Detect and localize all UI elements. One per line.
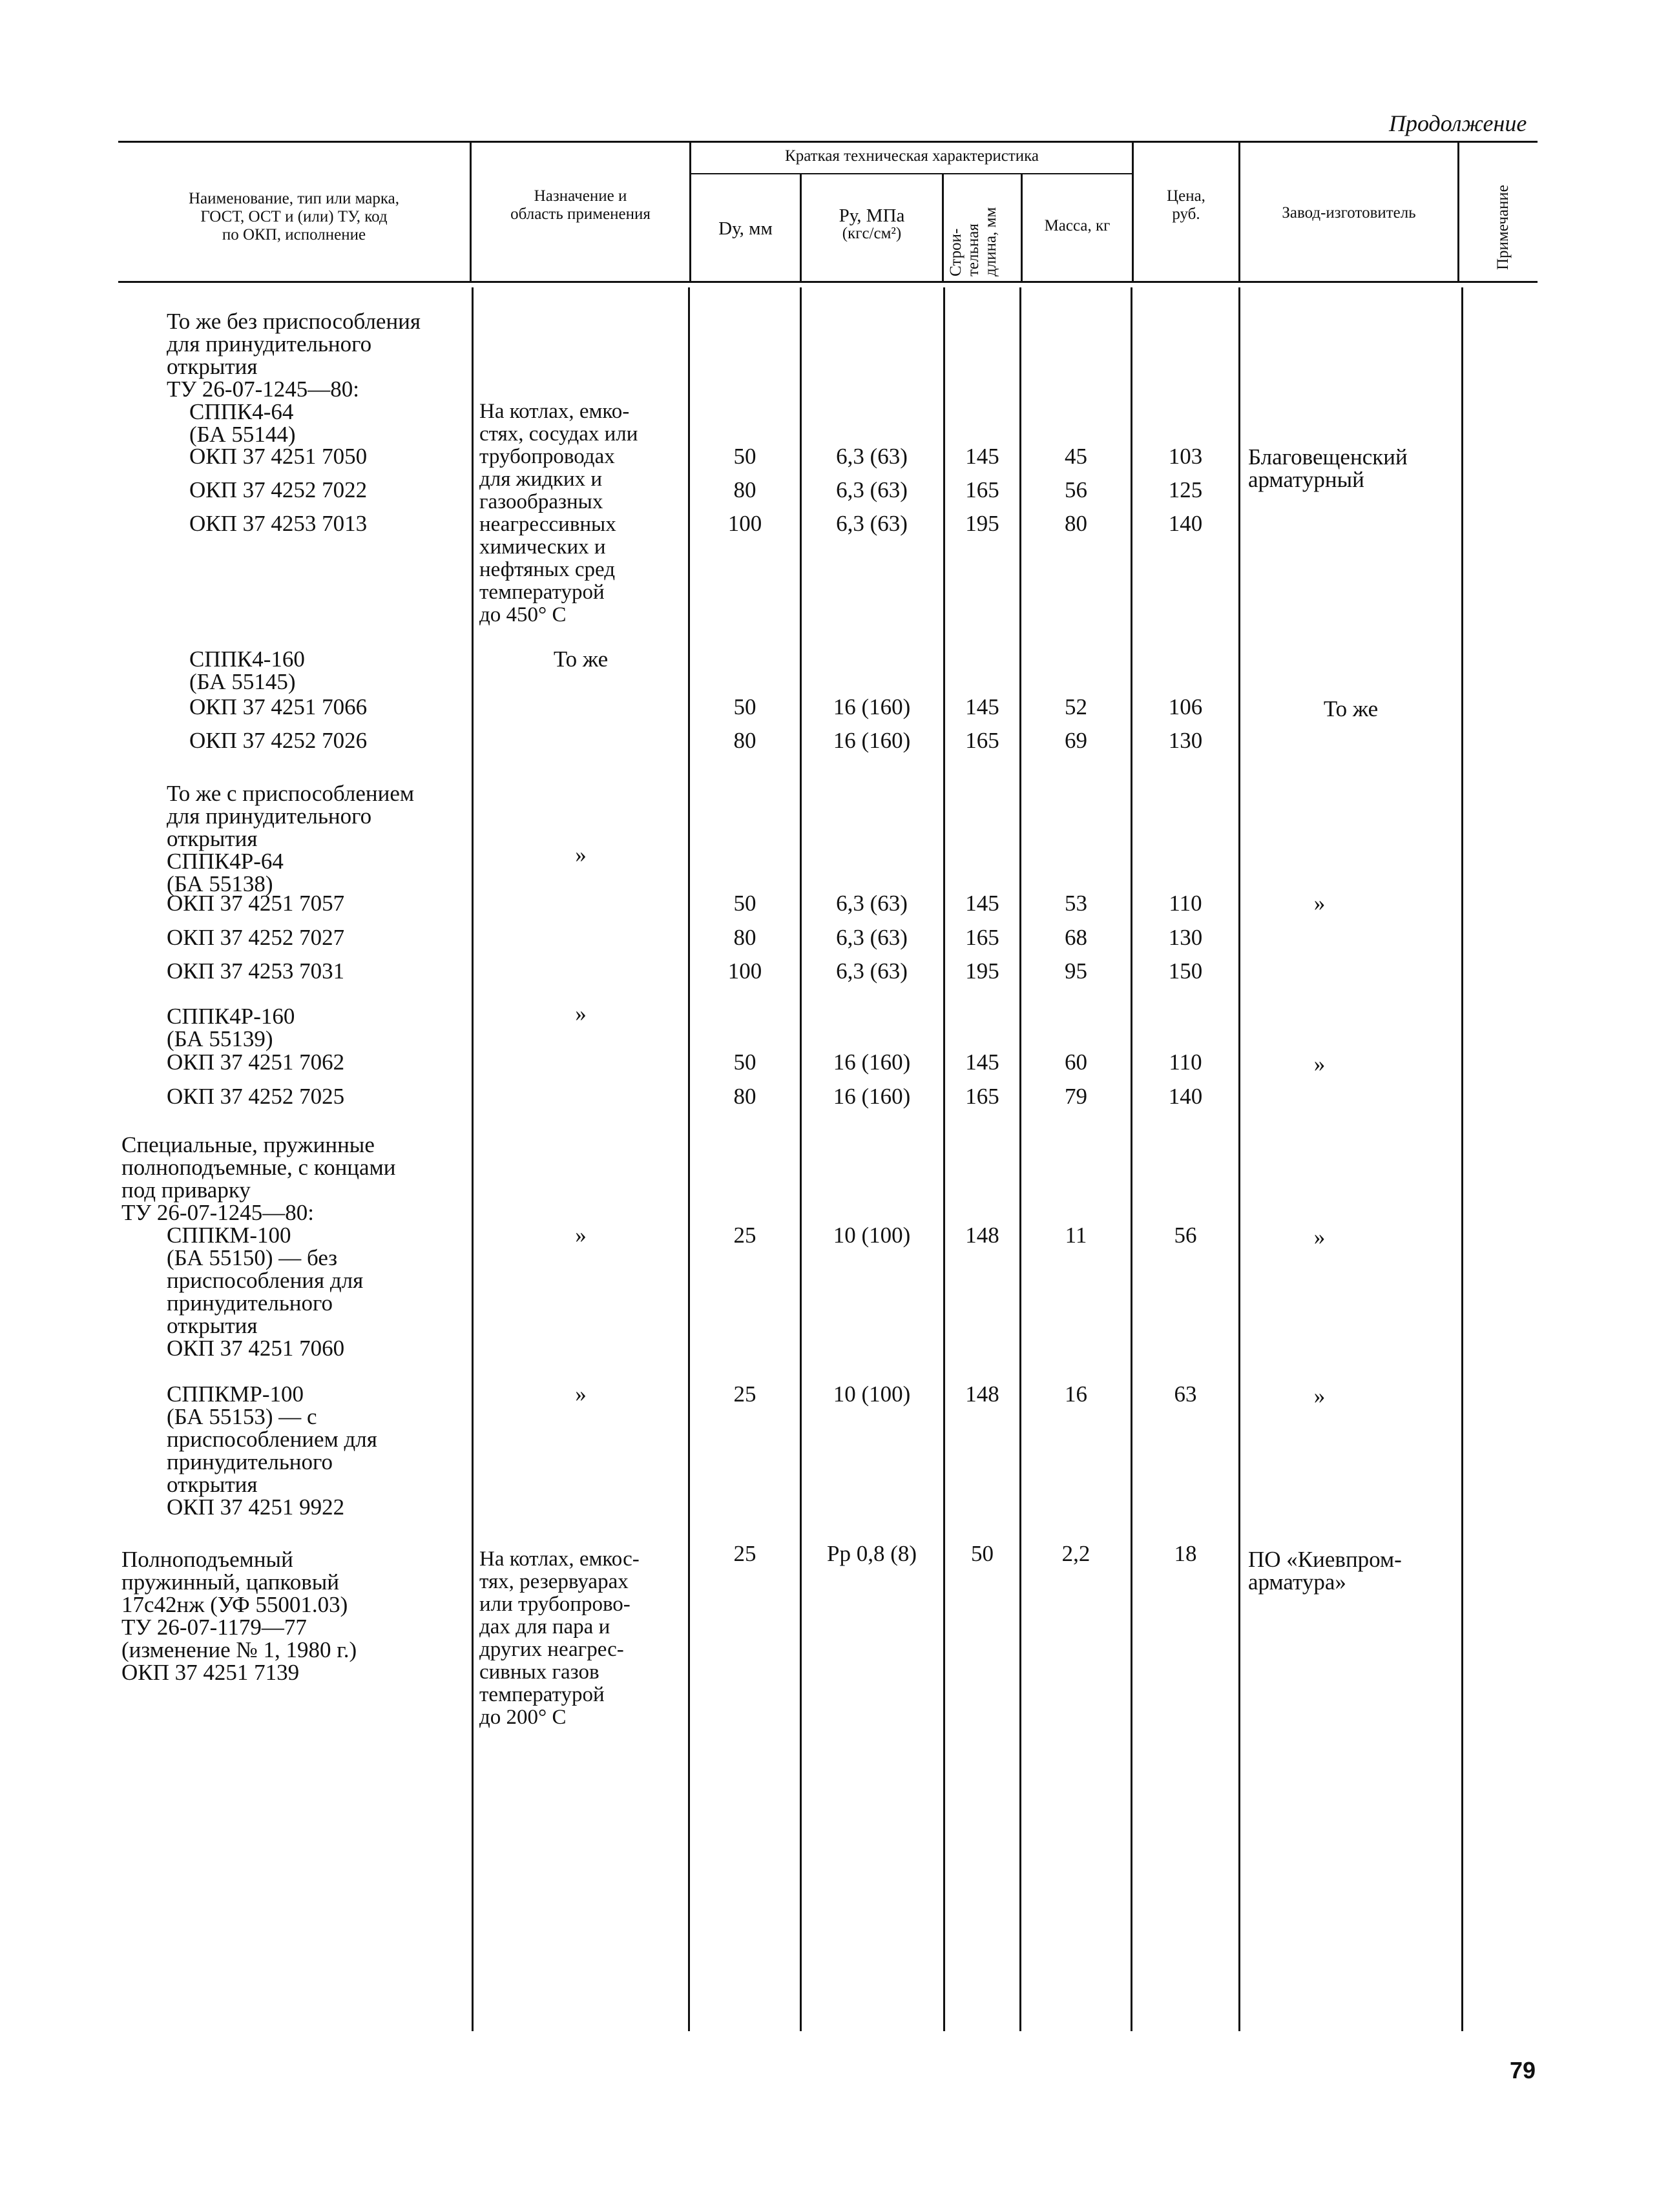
b7-name: Полноподъемный пружинный, цапковый 17с42нж (УФ 55001.03) ТУ 26-07-1179—77 (изменение № 1, 1980 г.) ОКП 37 4251 7139 <box>121 1547 357 1685</box>
b7-mass: 2,2 <box>1061 1541 1090 1566</box>
b6-py: 10 (100) <box>833 1381 911 1407</box>
b3-row2-len: 165 <box>965 925 999 950</box>
col-sep-purpose <box>472 287 474 2031</box>
b7-purpose: На котлах, емкос- тях, резервуарах или трубопрово- дах для пара и других неагрес- сивных газов температурой до 200° С <box>479 1547 640 1729</box>
header-tech: Краткая техническая характеристика <box>785 147 1039 165</box>
b6-code: ОКП 37 4251 9922 <box>167 1494 345 1520</box>
b4-row2-mass: 79 <box>1065 1084 1087 1109</box>
b4-row2-len: 165 <box>965 1084 999 1109</box>
b5-len: 148 <box>965 1223 999 1248</box>
b1-row2-code: ОКП 37 4252 7022 <box>189 477 368 502</box>
b3-maker: » <box>1313 891 1326 916</box>
b7-dy: 25 <box>733 1541 756 1566</box>
b6-len: 148 <box>965 1381 999 1407</box>
b7-len: 50 <box>971 1541 994 1566</box>
b2-row1-price: 106 <box>1168 694 1203 719</box>
b3-row2-dy: 80 <box>733 925 756 950</box>
b2-row2-mass: 69 <box>1065 728 1087 753</box>
col-sep-price <box>1131 287 1132 2031</box>
b1-maker: Благовещенский арматурный <box>1248 444 1408 492</box>
col-sep-py <box>800 287 802 2031</box>
header-length: Строи- тельная длина, мм <box>947 207 999 276</box>
b1-row1-len: 145 <box>965 444 999 469</box>
b1-model: СППК4-64 (БА 55144) <box>189 399 296 447</box>
header-purpose: Назначение и область применения <box>510 187 651 223</box>
b1-row2-len: 165 <box>965 477 999 502</box>
b1-row3-py: 6,3 (63) <box>836 511 908 536</box>
b6-price: 63 <box>1174 1381 1197 1407</box>
b2-row2-len: 165 <box>965 728 999 753</box>
b6-dy: 25 <box>733 1381 756 1407</box>
b5-py: 10 (100) <box>833 1223 911 1248</box>
col-sep-note <box>1461 287 1463 2031</box>
b1-row3-price: 140 <box>1168 511 1203 536</box>
b4-row1-py: 16 (160) <box>833 1049 911 1075</box>
b1-row2-py: 6,3 (63) <box>836 477 908 502</box>
b1-row3-code: ОКП 37 4253 7013 <box>189 511 368 536</box>
b1-row1-py: 6,3 (63) <box>836 444 908 469</box>
b4-row2-code: ОКП 37 4252 7025 <box>167 1084 345 1109</box>
b2-maker: То же <box>1323 696 1379 721</box>
b4-row1-price: 110 <box>1169 1049 1202 1075</box>
b4-row1-code: ОКП 37 4251 7062 <box>167 1049 345 1075</box>
b3-purpose: » <box>575 842 587 867</box>
b1-row1-dy: 50 <box>733 444 756 469</box>
b2-row2-py: 16 (160) <box>833 728 911 753</box>
b3-row3-code: ОКП 37 4253 7031 <box>167 958 345 984</box>
b4-row2-py: 16 (160) <box>833 1084 911 1109</box>
b2-row2-price: 130 <box>1168 728 1203 753</box>
header-name: Наименование, тип или марка, ГОСТ, ОСТ и (или) ТУ, код по ОКП, исполнение <box>188 190 400 243</box>
b1-name: То же без приспособления для принудительного открытия ТУ 26-07-1245—80: <box>167 309 421 402</box>
b5-mass: 11 <box>1065 1223 1087 1248</box>
b3-row1-py: 6,3 (63) <box>836 891 908 916</box>
b1-row1-mass: 45 <box>1065 444 1087 469</box>
b5-purpose: » <box>575 1223 587 1248</box>
b2-row1-py: 16 (160) <box>833 694 911 719</box>
b3-row1-price: 110 <box>1169 891 1202 916</box>
col-sep-mass <box>1019 287 1021 2031</box>
b3-row1-mass: 53 <box>1065 891 1087 916</box>
b1-row2-dy: 80 <box>733 477 756 502</box>
b3-row2-code: ОКП 37 4252 7027 <box>167 925 345 950</box>
b5-code: ОКП 37 4251 7060 <box>167 1336 345 1361</box>
b2-row1-mass: 52 <box>1065 694 1087 719</box>
b2-row1-len: 145 <box>965 694 999 719</box>
b3-row3-price: 150 <box>1168 958 1203 984</box>
b3-row2-py: 6,3 (63) <box>836 925 908 950</box>
page-number: 79 <box>1510 2057 1536 2083</box>
b3-name: То же с приспособлением для принудительного открытия СППК4Р-64 (БА 55138) <box>167 781 415 896</box>
header-mass: Масса, кг <box>1044 217 1111 234</box>
col-sep-len-header <box>942 173 944 281</box>
header-py: Pу, МПа (кгс/см²) <box>839 205 905 242</box>
b5-name: Специальные, пружинные полноподъемные, с концами под приварку ТУ 26-07-1245—80: <box>121 1132 396 1225</box>
b2-model: СППК4-160 (БА 55145) <box>189 646 305 694</box>
b2-row2-dy: 80 <box>733 728 756 753</box>
b1-row3-len: 195 <box>965 511 999 536</box>
b4-row1-dy: 50 <box>733 1049 756 1075</box>
continuation-label: Продолжение <box>1389 110 1527 136</box>
b1-row3-dy: 100 <box>727 511 762 536</box>
b6-purpose: » <box>575 1381 587 1407</box>
b4-name: СППК4Р-160 (БА 55139) <box>167 1004 295 1051</box>
b1-purpose: На котлах, емко- стях, сосудах или трубопроводах для жидких и газообразных неагрессивных химических и нефтяных сред температурой до 450° С <box>479 400 638 626</box>
b2-row1-dy: 50 <box>733 694 756 719</box>
b5-maker: » <box>1313 1225 1326 1250</box>
col-sep-len <box>943 287 945 2031</box>
b1-row2-price: 125 <box>1168 477 1203 502</box>
b1-row1-code: ОКП 37 4251 7050 <box>189 444 368 469</box>
b2-row2-code: ОКП 37 4252 7026 <box>189 728 368 753</box>
b4-row1-mass: 60 <box>1065 1049 1087 1075</box>
table-header-bottom-rule <box>118 281 1538 283</box>
b4-purpose: » <box>575 1001 587 1026</box>
b3-row2-price: 130 <box>1168 925 1203 950</box>
b3-row1-dy: 50 <box>733 891 756 916</box>
header-dy: Dу, мм <box>718 218 773 239</box>
b3-row1-code: ОКП 37 4251 7057 <box>167 891 345 916</box>
col-sep-note-header <box>1457 141 1459 281</box>
b6-maker: » <box>1313 1383 1326 1409</box>
b7-maker: ПО «Киевпром- арматура» <box>1248 1547 1402 1595</box>
b7-price: 18 <box>1174 1541 1197 1566</box>
table-top-rule <box>118 141 1538 143</box>
b4-row1-len: 145 <box>965 1049 999 1075</box>
col-sep-dy <box>688 287 690 2031</box>
b3-row3-py: 6,3 (63) <box>836 958 908 984</box>
b5-model: СППКМ-100 (БА 55150) — без приспособления для принудительного открытия <box>167 1223 364 1338</box>
b3-row3-mass: 95 <box>1065 958 1087 984</box>
b2-row1-code: ОКП 37 4251 7066 <box>189 694 368 719</box>
header-price: Цена, руб. <box>1167 187 1205 223</box>
b6-model: СППКМР-100 (БА 55153) — с приспособлением для принудительного открытия <box>167 1381 377 1497</box>
header-maker: Завод-изготовитель <box>1282 204 1416 222</box>
b3-row2-mass: 68 <box>1065 925 1087 950</box>
b3-row3-dy: 100 <box>727 958 762 984</box>
b1-row1-price: 103 <box>1168 444 1203 469</box>
b3-row3-len: 195 <box>965 958 999 984</box>
b5-dy: 25 <box>733 1223 756 1248</box>
b2-purpose: То же <box>553 646 609 672</box>
b7-py: Pр 0,8 (8) <box>826 1541 917 1566</box>
tech-header-rule <box>691 173 1132 174</box>
b4-maker: » <box>1313 1051 1326 1077</box>
b4-row2-price: 140 <box>1168 1084 1203 1109</box>
b3-row1-len: 145 <box>965 891 999 916</box>
b6-mass: 16 <box>1065 1381 1087 1407</box>
b4-row2-dy: 80 <box>733 1084 756 1109</box>
b1-row3-mass: 80 <box>1065 511 1087 536</box>
header-note: Примечание <box>1494 185 1512 270</box>
col-sep-maker <box>1238 287 1240 2031</box>
b5-price: 56 <box>1174 1223 1197 1248</box>
b1-row2-mass: 56 <box>1065 477 1087 502</box>
